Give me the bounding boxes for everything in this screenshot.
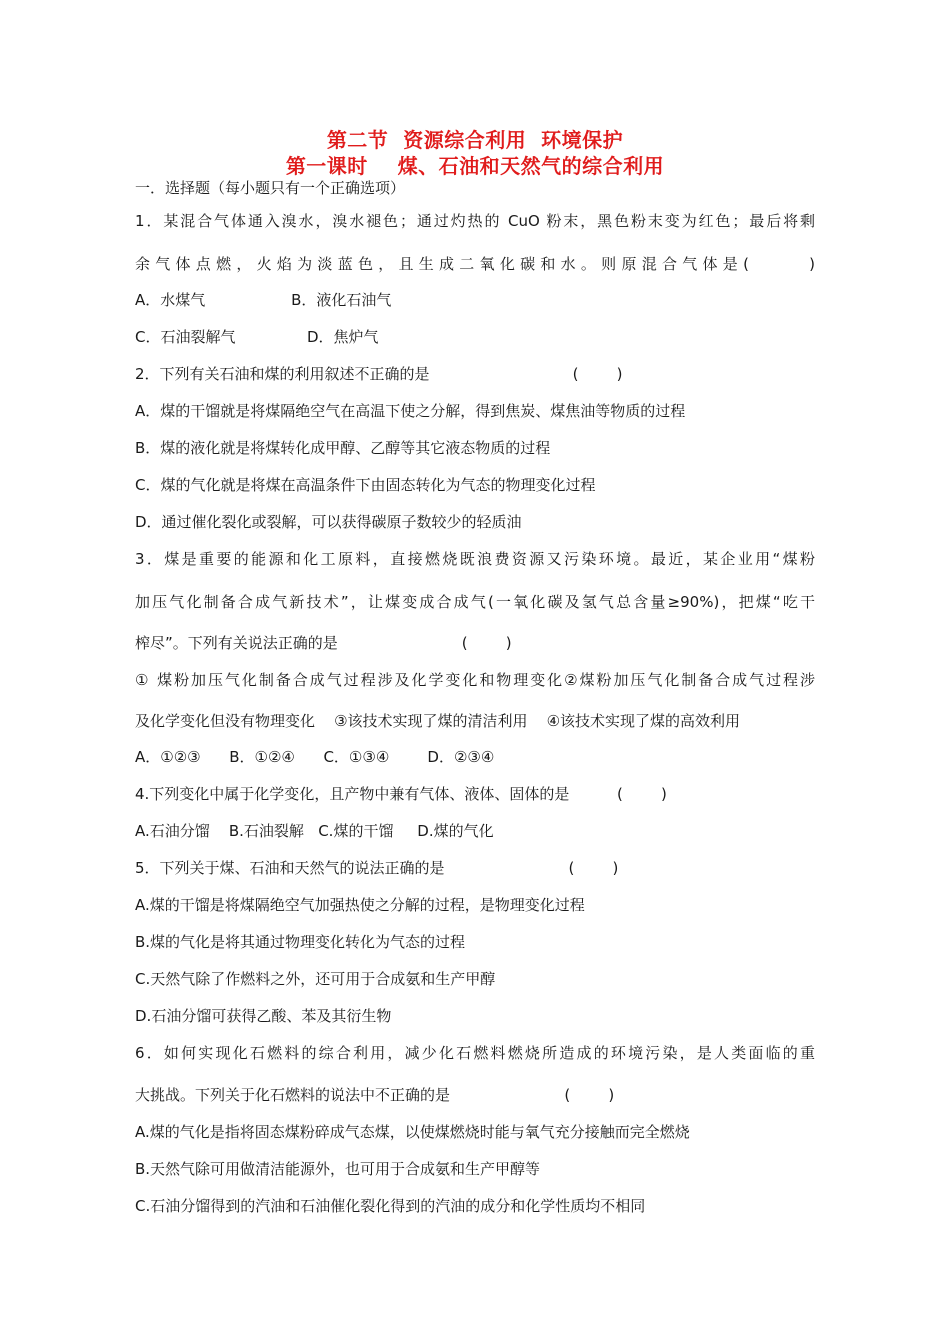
question-3-stem-line-5: 及化学变化但没有物理变化 ③该技术实现了煤的清洁利用 ④该技术实现了煤的高效利用	[135, 712, 741, 730]
question-3-stem-line-3: 榨尽”。下列有关说法正确的是 ( )	[135, 634, 512, 652]
question-1-stem-line-1: 1．某混合气体通入溴水，溴水褪色；通过灼热的 CuO 粉末，黑色粉末变为红色；最后将剩	[135, 212, 815, 230]
section-heading: 一．选择题（每小题只有一个正确选项）	[135, 179, 406, 197]
question-6-stem-line-2: 大挑战。下列关于化石燃料的说法中不正确的是 ( )	[135, 1086, 615, 1104]
question-3-options: A．①②③ B．①②④ C．①③④ D．②③④	[135, 748, 495, 766]
page-title: 第二节 资源综合利用 环境保护	[326, 128, 624, 152]
question-5-option-a: A.煤的干馏是将煤隔绝空气加强热使之分解的过程，是物理变化过程	[135, 896, 585, 914]
question-2-option-b: B．煤的液化就是将煤转化成甲醇、乙醇等其它液态物质的过程	[135, 439, 551, 457]
question-6-stem-line-1: 6．如何实现化石燃料的综合利用，减少化石燃料燃烧所造成的环境污染，是人类面临的重	[135, 1044, 815, 1062]
question-3-stem-line-2: 加压气化制备合成气新技术”，让煤变成合成气(一氧化碳及氢气总含量≥90%)，把煤“吃干	[135, 593, 815, 611]
question-5-option-b: B.煤的气化是将其通过物理变化转化为气态的过程	[135, 933, 466, 951]
question-5-stem: 5．下列关于煤、石油和天然气的说法正确的是 ( )	[135, 859, 619, 877]
question-2-option-a: A．煤的干馏就是将煤隔绝空气在高温下使之分解，得到焦炭、煤焦油等物质的过程	[135, 402, 686, 420]
question-4-stem: 4.下列变化中属于化学变化，且产物中兼有气体、液体、固体的是 ( )	[135, 785, 667, 803]
question-6-option-a: A.煤的气化是指将固态煤粉碎成气态煤，以使煤燃烧时能与氧气充分接触而完全燃烧	[135, 1123, 690, 1141]
question-1-options-line-1: A．水煤气 B．液化石油气	[135, 291, 392, 309]
question-3-stem-line-1: 3．煤是重要的能源和化工原料，直接燃烧既浪费资源又污染环境。最近，某企业用“煤粉	[135, 550, 815, 568]
question-5-option-d: D.石油分馏可获得乙酸、苯及其衍生物	[135, 1007, 392, 1025]
question-4-options: A.石油分馏 B.石油裂解 C.煤的干馏 D.煤的气化	[135, 822, 494, 840]
question-6-option-b: B.天然气除可用做清洁能源外，也可用于合成氨和生产甲醇等	[135, 1160, 541, 1178]
question-6-option-c: C.石油分馏得到的汽油和石油催化裂化得到的汽油的成分和化学性质均不相同	[135, 1197, 646, 1215]
question-5-option-c: C.天然气除了作燃料之外，还可用于合成氨和生产甲醇	[135, 970, 496, 988]
question-1-stem-line-2: 余气体点燃，火焰为淡蓝色，且生成二氧化碳和水。则原混合气体是( )	[135, 255, 815, 273]
question-1-options-line-2: C．石油裂解气 D．焦炉气	[135, 328, 379, 346]
question-2-stem: 2．下列有关石油和煤的利用叙述不正确的是 ( )	[135, 365, 623, 383]
page-subtitle: 第一课时 煤、石油和天然气的综合利用	[285, 154, 665, 178]
question-2-option-c: C．煤的气化就是将煤在高温条件下由固态转化为气态的物理变化过程	[135, 476, 596, 494]
question-3-stem-line-4: ① 煤粉加压气化制备合成气过程涉及化学变化和物理变化②煤粉加压气化制备合成气过程涉	[135, 671, 815, 689]
question-2-option-d: D．通过催化裂化或裂解，可以获得碳原子数较少的轻质油	[135, 513, 522, 531]
